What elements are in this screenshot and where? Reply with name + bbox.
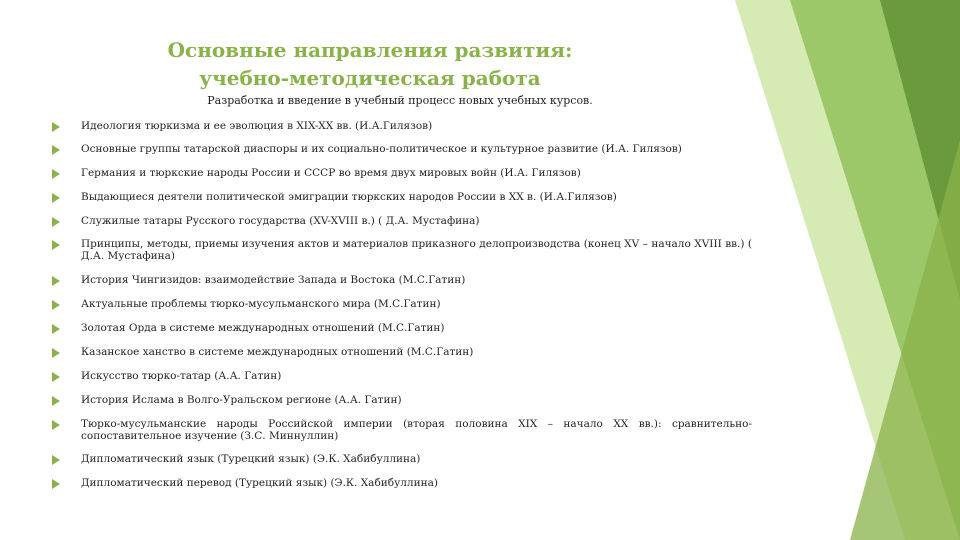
triangle-bullet-icon	[52, 420, 60, 430]
triangle-bullet-icon	[52, 396, 60, 406]
list-item	[52, 298, 752, 310]
list-item-text: Идеология тюркизма и ее эволюция в XIX-XX вв. (И.А.Гилязов)	[81, 120, 433, 132]
triangle-bullet-icon	[52, 217, 60, 227]
slide-subtitle: Разработка и введение в учебный процесс новых учебных курсов.	[207, 94, 593, 107]
triangle-bullet-icon	[52, 145, 60, 155]
title-line-2: учебно-методическая работа	[199, 66, 541, 90]
list-item	[52, 167, 752, 179]
list-item-text: Дипломатический перевод (Турецкий язык) (Э.К. Хабибуллина)	[81, 477, 438, 489]
list-item	[52, 394, 752, 406]
list-item	[52, 274, 752, 286]
list-item	[52, 238, 752, 262]
list-item	[52, 370, 752, 382]
list-item	[52, 346, 752, 358]
triangle-bullet-icon	[52, 276, 60, 286]
triangle-bullet-icon	[52, 348, 60, 358]
list-item	[52, 477, 752, 489]
list-item-text: Принципы, методы, приемы изучения актов и материалов приказного делопроизводства (конец XV – начало XVIII вв.) ( Д.А. Мустафина)	[81, 238, 752, 262]
list-item-text: Искусство тюрко-татар (А.А. Гатин)	[81, 370, 282, 382]
triangle-bullet-icon	[52, 300, 60, 310]
list-item-text: Основные группы татарской диаспоры и их социально-политическое и культурное развитие (И.А. Гилязов)	[81, 143, 682, 155]
list-item-text: Актуальные проблемы тюрко-мусульманского мира (М.С.Гатин)	[81, 298, 441, 310]
triangle-bullet-icon	[52, 372, 60, 382]
list-item-text: Служилые татары Русского государства (XV-XVIII в.) ( Д.А. Мустафина)	[81, 215, 480, 227]
list-item	[52, 143, 752, 155]
list-item-text: Казанское ханство в системе международных отношений (М.С.Гатин)	[81, 346, 474, 358]
title-line-1: Основные направления развития:	[167, 38, 573, 62]
list-item	[52, 215, 752, 227]
triangle-bullet-icon	[52, 240, 60, 250]
triangle-bullet-icon	[52, 324, 60, 334]
course-list	[52, 115, 752, 489]
slide-title	[120, 36, 620, 92]
triangle-bullet-icon	[52, 169, 60, 179]
list-item-text: История Чингизидов: взаимодействие Запада и Востока (М.С.Гатин)	[81, 274, 466, 286]
list-item-text: Дипломатический язык (Турецкий язык) (Э.К. Хабибуллина)	[81, 453, 421, 465]
triangle-bullet-icon	[52, 479, 60, 489]
triangle-bullet-icon	[52, 122, 60, 132]
triangle-bullet-icon	[52, 455, 60, 465]
list-item	[52, 191, 752, 203]
triangle-bullet-icon	[52, 193, 60, 203]
list-item	[52, 322, 752, 334]
list-item-text: Золотая Орда в системе международных отношений (М.С.Гатин)	[81, 322, 445, 334]
list-item-text: История Ислама в Волго-Уральском регионе (А.А. Гатин)	[81, 394, 402, 406]
list-item	[52, 418, 752, 442]
list-item	[52, 453, 752, 465]
list-item-text: Тюрко-мусульманские народы Российской империи (вторая половина XIX – начало XX вв.): сравнительно-сопоставительное изучение (З.С. Миннуллин)	[81, 418, 752, 442]
list-item	[52, 120, 752, 132]
list-item-text: Выдающиеся деятели политической эмиграции тюркских народов России в XX в. (И.А.Гилязов)	[81, 191, 617, 203]
list-item-text: Германия и тюркские народы России и СССР во время двух мировых войн (И.А. Гилязов)	[81, 167, 581, 179]
